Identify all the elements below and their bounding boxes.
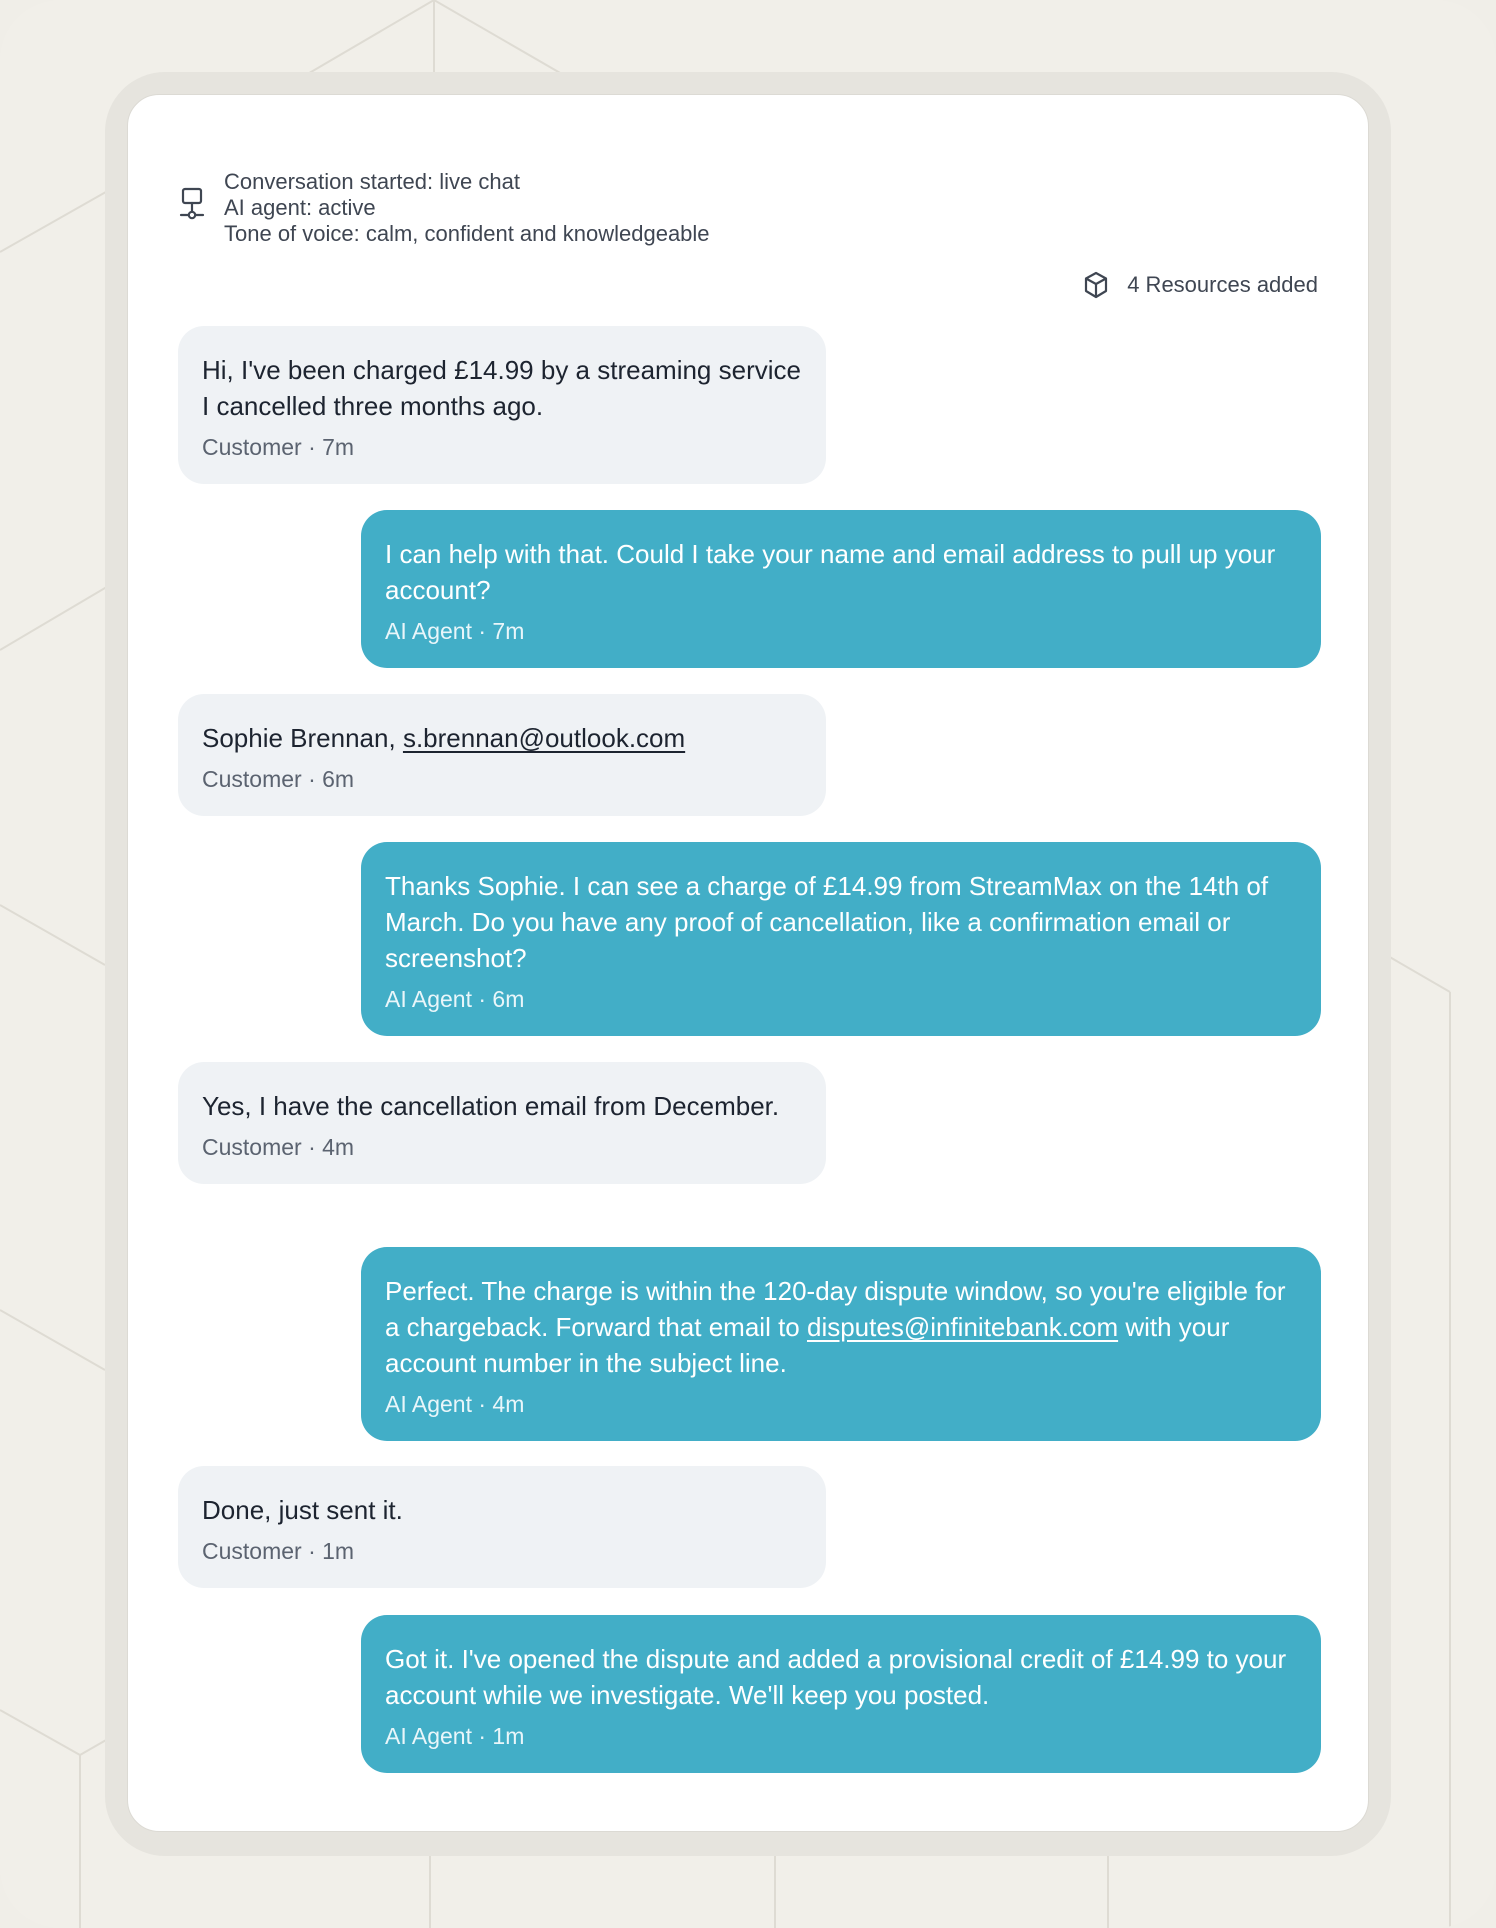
conversation-started-line: Conversation started: live chat <box>224 169 520 194</box>
message-text-before: Sophie Brennan, <box>202 723 403 753</box>
customer-message <box>178 326 826 484</box>
message-text <box>385 1273 1297 1381</box>
conversation-info <box>178 169 710 247</box>
message-text: Thanks Sophie. I can see a charge of £14.99 from StreamMax on the 14th of March. Do you have any proof of cancellation, like a confirmation email or screenshot? <box>385 871 1269 973</box>
message-text <box>202 720 802 756</box>
ai-agent-status-line: AI agent: active <box>224 195 376 220</box>
tone-of-voice-line: Tone of voice: calm, confident and knowledgeable <box>224 221 710 246</box>
cube-icon <box>1083 271 1109 299</box>
email-link[interactable]: s.brennan@outlook.com <box>402 723 686 753</box>
message-text-before: Perfect. The charge is within the 120-day dispute window, so you're eligible for a chargeback. Forward that email to <box>385 1276 1286 1342</box>
message-timestamp: AI Agent · 1m <box>385 1723 525 1749</box>
resources-added-button[interactable] <box>1083 271 1318 299</box>
agent-message <box>361 510 1321 668</box>
message-text-after: with your account number in the subject line. <box>385 1312 1230 1378</box>
message-timestamp: Customer · 1m <box>202 1538 355 1564</box>
kiosk-monitor-icon <box>178 187 206 223</box>
message-text: Yes, I have the cancellation email from December. <box>202 1091 780 1121</box>
message-timestamp: Customer · 6m <box>202 766 355 792</box>
message-text: Hi, I've been charged £14.99 by a streaming service I cancelled three months ago. <box>202 355 801 421</box>
customer-message <box>178 694 826 816</box>
message-timestamp: AI Agent · 4m <box>385 1391 525 1417</box>
conversation-panel <box>127 94 1369 1832</box>
agent-message <box>361 1615 1321 1773</box>
message-timestamp: AI Agent · 6m <box>385 986 525 1012</box>
message-text: Got it. I've opened the dispute and added a provisional credit of £14.99 to your account while we investigate. We'll keep you posted. <box>385 1644 1287 1710</box>
message-text: Done, just sent it. <box>202 1495 403 1525</box>
resources-added-label: 4 Resources added <box>1127 272 1318 297</box>
message-timestamp: AI Agent · 7m <box>385 618 525 644</box>
message-timestamp: Customer · 7m <box>202 434 355 460</box>
email-link[interactable]: disputes@infinitebank.com <box>806 1312 1119 1342</box>
agent-message <box>361 842 1321 1036</box>
customer-message <box>178 1466 826 1588</box>
customer-message <box>178 1062 826 1184</box>
message-text: I can help with that. Could I take your name and email address to pull up your account? <box>385 539 1276 605</box>
agent-message <box>361 1247 1321 1441</box>
message-timestamp: Customer · 4m <box>202 1134 355 1160</box>
